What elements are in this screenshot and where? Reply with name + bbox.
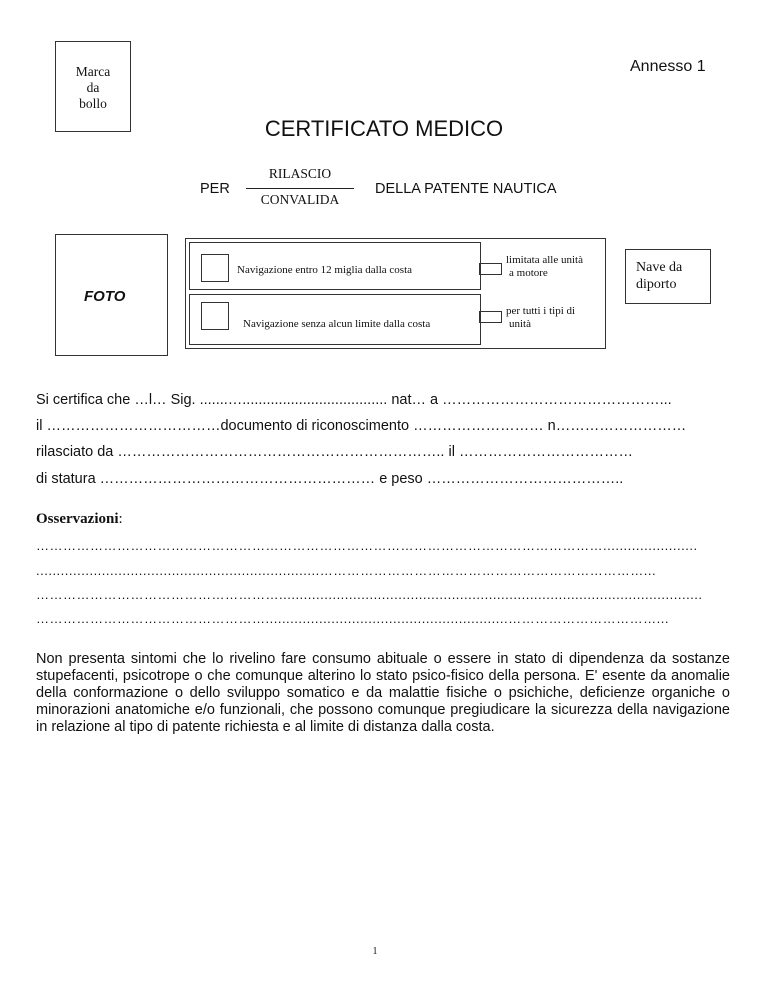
option-limitata-checkbox[interactable] bbox=[479, 263, 502, 275]
observations-label: Osservazioni bbox=[36, 511, 119, 527]
option-entro-checkbox[interactable] bbox=[201, 254, 229, 282]
nave-line-1: Nave da bbox=[636, 260, 683, 275]
subtitle-rilascio: RILASCIO bbox=[268, 166, 332, 181]
observations-colon: : bbox=[118, 511, 123, 527]
subtitle-convalida: CONVALIDA bbox=[260, 192, 340, 207]
stamp-line-1: Marca bbox=[75, 64, 111, 79]
observations-line-2: .....................................................................………………………………………………………………... bbox=[36, 563, 657, 578]
observations-line-1: ………………………………………………………………………………………………………………....................... bbox=[36, 538, 698, 553]
option-limitata-line-1: limitata alle unità bbox=[506, 254, 583, 266]
observations-line-3: ………………………………………………....................................................................................................... bbox=[36, 587, 703, 602]
observations-line-4: ……………………………………………...........................................................……………………………... bbox=[36, 611, 669, 626]
option-tutti-line-1: per tutti i tipi di bbox=[506, 305, 576, 317]
stamp-line-3: bollo bbox=[79, 96, 107, 111]
observations-heading bbox=[36, 511, 123, 528]
option-tutti-checkbox[interactable] bbox=[479, 311, 502, 323]
option-senza-checkbox[interactable] bbox=[201, 302, 229, 330]
option-limitata-line-2: a motore bbox=[509, 267, 548, 279]
option-senza-label: Navigazione senza alcun limite dalla costa bbox=[243, 318, 431, 330]
photo-box bbox=[55, 234, 168, 356]
stamp-line-2: da bbox=[86, 80, 100, 95]
option-limitata-label bbox=[506, 254, 583, 280]
option-tutti-line-2: unità bbox=[509, 318, 531, 330]
form-line-stature: di statura ………………………………………………… e peso ………………………………….. bbox=[36, 471, 624, 487]
fraction-line bbox=[246, 188, 354, 189]
page-title: CERTIFICATO MEDICO bbox=[264, 116, 504, 141]
page-number: 1 bbox=[372, 946, 378, 957]
form-line-document: il ………………………………documento di riconoscimento ……………………… n……………………… bbox=[36, 418, 687, 434]
option-tutti-label bbox=[506, 305, 575, 331]
option-entro-label: Navigazione entro 12 miglia dalla costa bbox=[237, 264, 413, 276]
subtitle-patente: DELLA PATENTE NAUTICA bbox=[375, 181, 557, 197]
annex-label: Annesso 1 bbox=[630, 58, 706, 75]
declaration-paragraph: Non presenta sintomi che lo rivelino fare consumo abituale o essere in stato di dipendenza da sostanze stupefacenti, psicotrope o che comunque alterino lo stato psico-fisico della persona. E' esente da anomalie della conformazione o dello sviluppo somatico e da malattie fisiche o psichiche, deficienze organiche o minorazioni anatomiche e/o funzionali, che possono comunque pregiudicare la sicurezza della navigazione in relazione al tipo di patente richiesta e al limite di distanza dalla costa. bbox=[36, 651, 730, 735]
form-line-issued: rilasciato da ………………………………………………………….. il ……………………………… bbox=[36, 444, 633, 460]
form-line-identity: Si certifica che …l… Sig. .......….................................... nat… a ………………………………………... bbox=[36, 392, 672, 408]
nave-line-2: diporto bbox=[636, 277, 677, 292]
subtitle-per: PER bbox=[200, 181, 230, 197]
photo-label: FOTO bbox=[84, 288, 126, 305]
nave-diporto-box bbox=[625, 249, 711, 304]
